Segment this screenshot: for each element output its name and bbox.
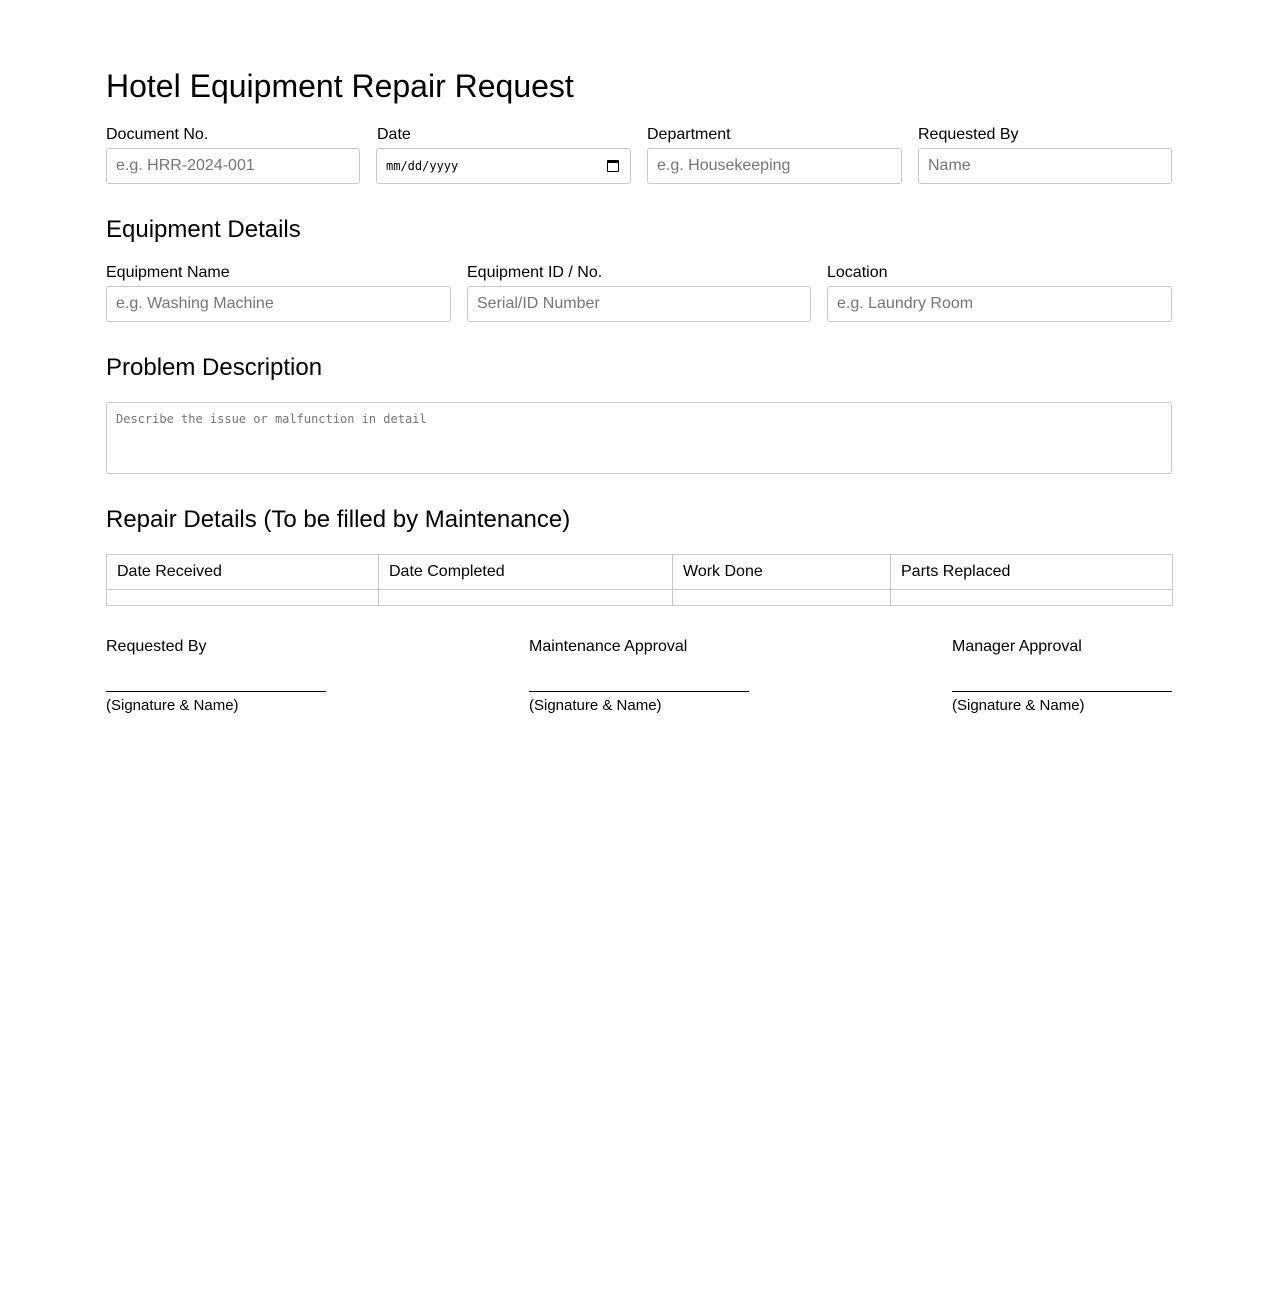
- signature-label: Manager Approval: [952, 638, 1082, 655]
- date-input[interactable]: [376, 148, 631, 184]
- problem-description-textarea[interactable]: [106, 402, 1172, 474]
- date-label: Date: [377, 126, 411, 143]
- repair-details-heading: Repair Details (To be filled by Maintenance): [106, 506, 571, 533]
- department-label: Department: [647, 126, 731, 143]
- signature-maintenance-approval: [529, 637, 749, 714]
- problem-description-heading: Problem Description: [106, 354, 323, 381]
- equipment-id-label: Equipment ID / No.: [467, 264, 603, 281]
- work-done-cell[interactable]: [673, 590, 891, 606]
- table-row: [107, 590, 1173, 606]
- calendar-icon[interactable]: [607, 160, 619, 172]
- requested-by-label: Requested By: [918, 126, 1019, 143]
- equipment-id-input[interactable]: [467, 286, 811, 322]
- repair-details-table: [106, 554, 1173, 606]
- equipment-name-input[interactable]: [106, 286, 451, 322]
- signature-label: Requested By: [106, 638, 207, 655]
- signature-requested-by: [106, 637, 326, 714]
- signature-line: [529, 681, 749, 692]
- signature-note: (Signature & Name): [529, 697, 662, 714]
- signature-line: [106, 681, 326, 692]
- signature-label: Maintenance Approval: [529, 638, 688, 655]
- signature-note: (Signature & Name): [952, 697, 1085, 714]
- column-work-done: Work Done: [673, 555, 891, 590]
- page-title: Hotel Equipment Repair Request: [106, 68, 574, 104]
- table-header-row: [107, 555, 1173, 590]
- column-parts-replaced: Parts Replaced: [891, 555, 1173, 590]
- location-label: Location: [827, 264, 888, 281]
- parts-replaced-cell[interactable]: [891, 590, 1173, 606]
- date-received-cell[interactable]: [107, 590, 379, 606]
- requested-by-input[interactable]: [918, 148, 1172, 184]
- signature-note: (Signature & Name): [106, 697, 239, 714]
- document-no-label: Document No.: [106, 126, 209, 143]
- column-date-completed: Date Completed: [379, 555, 673, 590]
- date-input-placeholder: mm/dd/yyyy: [386, 159, 459, 173]
- document-no-input[interactable]: [106, 148, 360, 184]
- equipment-details-heading: Equipment Details: [106, 216, 301, 243]
- equipment-name-label: Equipment Name: [106, 264, 230, 281]
- location-input[interactable]: [827, 286, 1172, 322]
- column-date-received: Date Received: [107, 555, 379, 590]
- signature-manager-approval: [952, 637, 1172, 714]
- signature-line: [952, 681, 1172, 692]
- department-input[interactable]: [647, 148, 902, 184]
- date-completed-cell[interactable]: [379, 590, 673, 606]
